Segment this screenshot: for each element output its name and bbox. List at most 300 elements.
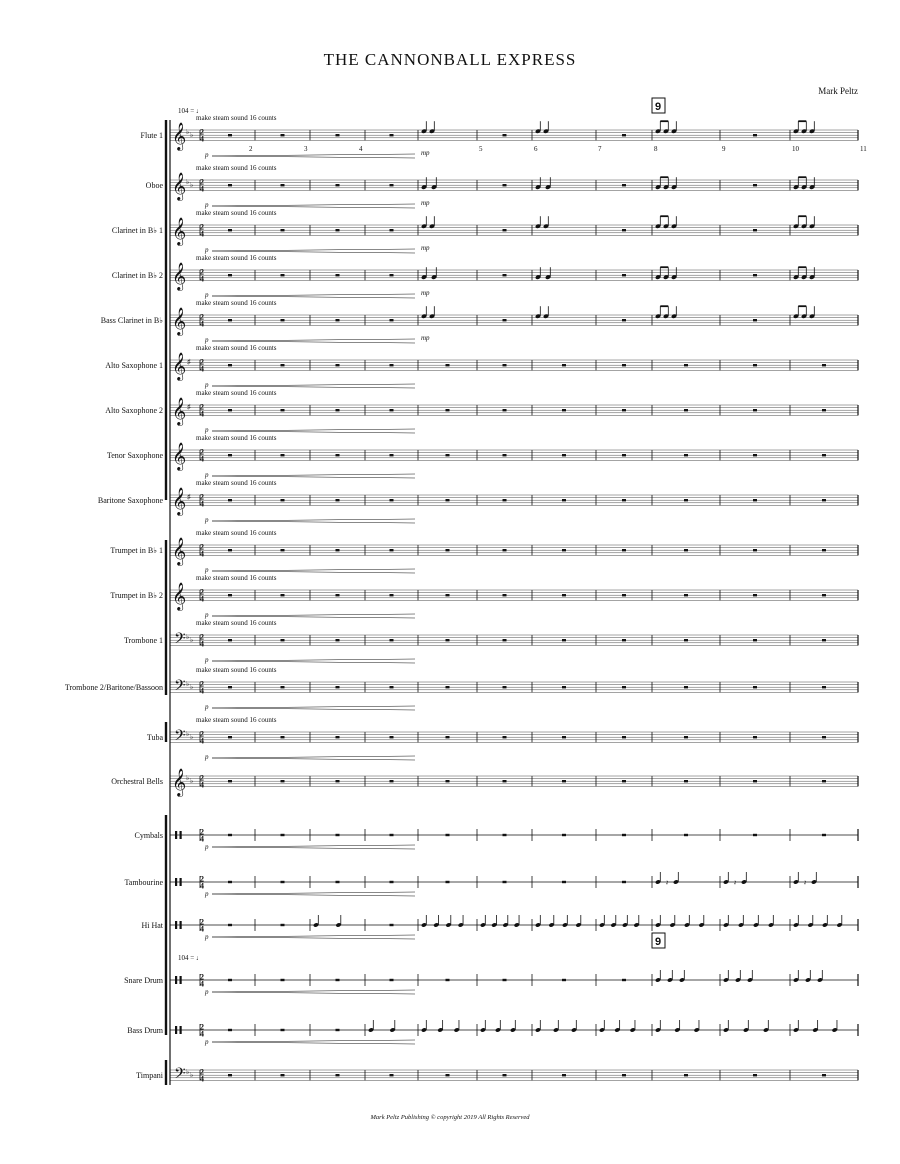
whole-rest <box>503 454 507 456</box>
percussion-clef <box>180 976 182 984</box>
whole-rest <box>753 499 757 501</box>
whole-rest <box>228 454 232 456</box>
dynamic-marking: mp <box>421 334 430 342</box>
instrument-label: Trumpet in B♭ 2 <box>110 591 163 601</box>
percussion-clef <box>175 878 177 886</box>
whole-rest <box>281 1029 285 1031</box>
hairpin <box>212 296 415 298</box>
whole-rest <box>390 229 394 231</box>
whole-rest <box>622 1074 626 1076</box>
instrument-label: Trumpet in B♭ 1 <box>110 546 163 556</box>
time-signature: 4 <box>200 549 204 559</box>
hairpin <box>212 659 415 661</box>
measure-number: 2 <box>249 145 253 153</box>
whole-rest <box>390 409 394 411</box>
time-signature: 2 <box>200 917 204 927</box>
whole-rest <box>390 736 394 738</box>
page-title: THE CANNONBALL EXPRESS <box>323 50 577 69</box>
whole-rest <box>228 549 232 551</box>
time-signature: 2 <box>200 267 204 277</box>
time-signature: 2 <box>200 1022 204 1032</box>
dynamic-marking: mp <box>421 244 430 252</box>
instrument-label: Clarinet in B♭ 2 <box>111 271 163 281</box>
measure-number: 10 <box>792 145 799 153</box>
time-signature: 2 <box>200 773 204 783</box>
treble-clef: 𝄞 <box>172 537 187 566</box>
treble-clef: 𝄞 <box>172 122 187 151</box>
measure-number: 3 <box>304 145 308 153</box>
instrument-label: Flute 1 <box>140 131 163 141</box>
whole-rest <box>336 736 340 738</box>
whole-rest <box>684 409 688 411</box>
whole-rest <box>753 834 757 836</box>
whole-rest <box>822 639 826 641</box>
time-signature: 4 <box>200 134 204 144</box>
instrument-label: Tenor Saxophone <box>106 451 163 461</box>
whole-rest <box>622 594 626 596</box>
dynamic-marking: p <box>205 151 209 159</box>
whole-rest <box>281 1074 285 1076</box>
dynamic-marking: mp <box>421 289 430 297</box>
whole-rest <box>822 454 826 456</box>
flat-sign: ♭ <box>186 680 190 689</box>
whole-rest <box>503 229 507 231</box>
whole-rest <box>390 134 394 136</box>
whole-rest <box>281 834 285 836</box>
hairpin <box>212 204 415 206</box>
whole-rest <box>684 736 688 738</box>
bass-clef: 𝄢 <box>174 677 186 699</box>
whole-rest <box>562 364 566 366</box>
instrument-label: Clarinet in B♭ 1 <box>111 226 163 236</box>
whole-rest <box>822 409 826 411</box>
whole-rest <box>562 594 566 596</box>
whole-rest <box>390 834 394 836</box>
time-signature: 2 <box>200 632 204 642</box>
percussion-clef <box>180 921 182 929</box>
time-signature: 4 <box>200 924 204 934</box>
whole-rest <box>822 1074 826 1076</box>
whole-rest <box>228 364 232 366</box>
whole-rest <box>622 639 626 641</box>
whole-rest <box>281 499 285 501</box>
whole-rest <box>228 639 232 641</box>
whole-rest <box>336 319 340 321</box>
whole-rest <box>562 736 566 738</box>
whole-rest <box>336 549 340 551</box>
dynamic-marking: p <box>205 611 209 619</box>
whole-rest <box>336 686 340 688</box>
whole-rest <box>446 549 450 551</box>
percussion-clef <box>175 976 177 984</box>
whole-rest <box>390 594 394 596</box>
whole-rest <box>336 639 340 641</box>
whole-rest <box>228 274 232 276</box>
direction-text: make steam sound 16 counts <box>196 254 277 262</box>
whole-rest <box>281 979 285 981</box>
time-signature: 4 <box>200 274 204 284</box>
time-signature: 2 <box>200 312 204 322</box>
whole-rest <box>336 274 340 276</box>
whole-rest <box>336 364 340 366</box>
time-signature: 4 <box>200 229 204 239</box>
whole-rest <box>446 364 450 366</box>
whole-rest <box>622 780 626 782</box>
whole-rest <box>684 1074 688 1076</box>
whole-rest <box>228 409 232 411</box>
dynamic-marking: p <box>205 471 209 479</box>
whole-rest <box>822 364 826 366</box>
composer-name: Mark Peltz <box>818 86 858 96</box>
hairpin <box>212 756 415 758</box>
time-signature: 2 <box>200 222 204 232</box>
dynamic-marking: p <box>205 336 209 344</box>
dynamic-marking: p <box>205 1038 209 1046</box>
copyright-footer: Mark Peltz Publishing © copyright 2019 All Rights Reserved <box>370 1114 530 1121</box>
time-signature: 4 <box>200 881 204 891</box>
whole-rest <box>390 549 394 551</box>
time-signature: 2 <box>200 357 204 367</box>
whole-rest <box>281 549 285 551</box>
whole-rest <box>622 229 626 231</box>
hairpin <box>212 339 415 341</box>
measure-number: 6 <box>534 145 538 153</box>
direction-text: make steam sound 16 counts <box>196 716 277 724</box>
whole-rest <box>822 686 826 688</box>
time-signature: 2 <box>200 874 204 884</box>
whole-rest <box>622 834 626 836</box>
treble-clef: 𝄞 <box>172 397 187 426</box>
tempo-marking: 104 = ♩ <box>178 954 203 962</box>
direction-text: make steam sound 16 counts <box>196 164 277 172</box>
time-signature: 2 <box>200 542 204 552</box>
rehearsal-mark: 9 <box>655 101 662 113</box>
whole-rest <box>281 924 285 926</box>
percussion-clef <box>180 878 182 886</box>
instrument-label: Timpani <box>136 1071 163 1081</box>
whole-rest <box>281 454 285 456</box>
whole-rest <box>753 184 757 186</box>
time-signature: 2 <box>200 177 204 187</box>
bass-clef: 𝄢 <box>174 630 186 652</box>
dynamic-marking: mp <box>421 199 430 207</box>
whole-rest <box>684 834 688 836</box>
hairpin <box>212 892 415 894</box>
percussion-clef <box>180 831 182 839</box>
whole-rest <box>503 549 507 551</box>
direction-text: make steam sound 16 counts <box>196 114 277 122</box>
whole-rest <box>684 499 688 501</box>
whole-rest <box>390 780 394 782</box>
time-signature: 4 <box>200 454 204 464</box>
hairpin <box>212 1040 415 1042</box>
time-signature: 4 <box>200 686 204 696</box>
whole-rest <box>622 499 626 501</box>
whole-rest <box>684 454 688 456</box>
whole-rest <box>390 686 394 688</box>
whole-rest <box>228 924 232 926</box>
whole-rest <box>753 639 757 641</box>
whole-rest <box>753 594 757 596</box>
whole-rest <box>446 881 450 883</box>
time-signature: 4 <box>200 184 204 194</box>
treble-clef: 𝄞 <box>172 217 187 246</box>
hairpin <box>212 845 415 847</box>
hairpin <box>212 476 415 478</box>
whole-rest <box>503 686 507 688</box>
time-signature: 2 <box>200 587 204 597</box>
whole-rest <box>390 364 394 366</box>
whole-rest <box>336 834 340 836</box>
whole-rest <box>622 454 626 456</box>
whole-rest <box>281 639 285 641</box>
whole-rest <box>336 1074 340 1076</box>
whole-rest <box>622 881 626 883</box>
hairpin <box>212 429 415 431</box>
whole-rest <box>390 924 394 926</box>
whole-rest <box>753 736 757 738</box>
whole-rest <box>562 834 566 836</box>
whole-rest <box>336 184 340 186</box>
dynamic-marking: p <box>205 381 209 389</box>
instrument-label: Orchestral Bells <box>111 777 163 787</box>
whole-rest <box>503 594 507 596</box>
time-signature: 4 <box>200 409 204 419</box>
whole-rest <box>228 881 232 883</box>
flat-sign: ♭ <box>186 1068 190 1077</box>
hairpin <box>212 1042 415 1044</box>
whole-rest <box>336 134 340 136</box>
whole-rest <box>503 834 507 836</box>
whole-rest <box>753 319 757 321</box>
sharp-sign: ♯ <box>187 493 191 502</box>
whole-rest <box>622 364 626 366</box>
whole-rest <box>562 881 566 883</box>
measure-number: 11 <box>860 145 867 153</box>
whole-rest <box>228 594 232 596</box>
treble-clef: 𝄞 <box>172 487 187 516</box>
dynamic-marking: p <box>205 201 209 209</box>
treble-clef: 𝄞 <box>172 582 187 611</box>
instrument-label: Hi Hat <box>141 921 163 930</box>
time-signature: 4 <box>200 1074 204 1084</box>
hairpin <box>212 384 415 386</box>
whole-rest <box>753 549 757 551</box>
hairpin <box>212 249 415 251</box>
dynamic-marking: p <box>205 890 209 898</box>
time-signature: 4 <box>200 780 204 790</box>
direction-text: make steam sound 16 counts <box>196 666 277 674</box>
whole-rest <box>822 499 826 501</box>
instrument-label: Alto Saxophone 2 <box>105 406 163 416</box>
treble-clef: 𝄞 <box>172 307 187 336</box>
whole-rest <box>390 499 394 501</box>
hairpin <box>212 341 415 343</box>
measure-number: 5 <box>479 145 483 153</box>
whole-rest <box>503 319 507 321</box>
whole-rest <box>822 834 826 836</box>
whole-rest <box>562 639 566 641</box>
whole-rest <box>753 364 757 366</box>
hairpin <box>212 519 415 521</box>
hairpin <box>212 614 415 616</box>
instrument-label: Tuba <box>146 733 163 743</box>
time-signature: 2 <box>200 447 204 457</box>
hairpin <box>212 992 415 994</box>
whole-rest <box>390 639 394 641</box>
percussion-clef <box>175 921 177 929</box>
treble-clef: 𝄞 <box>172 442 187 471</box>
tempo-marking: 104 = ♩ <box>178 107 203 115</box>
hairpin <box>212 708 415 710</box>
whole-rest <box>503 364 507 366</box>
whole-rest <box>281 780 285 782</box>
hairpin <box>212 251 415 253</box>
hairpin <box>212 661 415 663</box>
dynamic-marking: p <box>205 656 209 664</box>
whole-rest <box>281 881 285 883</box>
flat-sign: ♭ <box>190 1071 194 1080</box>
flat-sign: ♭ <box>190 131 194 140</box>
direction-text: make steam sound 16 counts <box>196 389 277 397</box>
flat-sign: ♭ <box>190 733 194 742</box>
whole-rest <box>281 594 285 596</box>
flat-sign: ♭ <box>190 181 194 190</box>
whole-rest <box>228 184 232 186</box>
treble-clef: 𝄞 <box>172 352 187 381</box>
whole-rest <box>684 686 688 688</box>
whole-rest <box>753 274 757 276</box>
whole-rest <box>228 979 232 981</box>
hairpin <box>212 571 415 573</box>
hairpin <box>212 847 415 849</box>
whole-rest <box>503 639 507 641</box>
flat-sign: ♭ <box>186 633 190 642</box>
whole-rest <box>228 319 232 321</box>
instrument-label: Alto Saxophone 1 <box>105 361 163 371</box>
quarter-rest: 𝄽 <box>734 879 737 887</box>
whole-rest <box>503 979 507 981</box>
dynamic-marking: p <box>205 933 209 941</box>
whole-rest <box>336 454 340 456</box>
instrument-label: Bass Drum <box>127 1026 163 1035</box>
flat-sign: ♭ <box>190 636 194 645</box>
whole-rest <box>503 780 507 782</box>
whole-rest <box>753 229 757 231</box>
whole-rest <box>446 834 450 836</box>
whole-rest <box>336 881 340 883</box>
whole-rest <box>336 499 340 501</box>
hairpin <box>212 431 415 433</box>
whole-rest <box>446 736 450 738</box>
whole-rest <box>336 229 340 231</box>
percussion-clef <box>175 1026 177 1034</box>
whole-rest <box>446 979 450 981</box>
whole-rest <box>390 881 394 883</box>
time-signature: 4 <box>200 319 204 329</box>
hairpin <box>212 894 415 896</box>
whole-rest <box>281 319 285 321</box>
whole-rest <box>446 1074 450 1076</box>
bass-clef: 𝄢 <box>174 727 186 749</box>
direction-text: make steam sound 16 counts <box>196 574 277 582</box>
whole-rest <box>336 780 340 782</box>
hairpin <box>212 706 415 708</box>
whole-rest <box>822 780 826 782</box>
direction-text: make steam sound 16 counts <box>196 299 277 307</box>
whole-rest <box>684 594 688 596</box>
whole-rest <box>390 319 394 321</box>
whole-rest <box>622 409 626 411</box>
dynamic-marking: p <box>205 988 209 996</box>
whole-rest <box>753 686 757 688</box>
flat-sign: ♭ <box>186 774 190 783</box>
percussion-clef <box>175 831 177 839</box>
whole-rest <box>822 736 826 738</box>
whole-rest <box>503 499 507 501</box>
whole-rest <box>622 549 626 551</box>
time-signature: 4 <box>200 639 204 649</box>
rehearsal-mark: 9 <box>655 936 662 948</box>
time-signature: 4 <box>200 364 204 374</box>
whole-rest <box>622 686 626 688</box>
whole-rest <box>336 594 340 596</box>
time-signature: 2 <box>200 492 204 502</box>
hairpin <box>212 386 415 388</box>
whole-rest <box>446 686 450 688</box>
whole-rest <box>822 549 826 551</box>
whole-rest <box>503 409 507 411</box>
dynamic-marking: p <box>205 246 209 254</box>
whole-rest <box>562 686 566 688</box>
whole-rest <box>390 274 394 276</box>
whole-rest <box>336 979 340 981</box>
flat-sign: ♭ <box>186 730 190 739</box>
sharp-sign: ♯ <box>187 358 191 367</box>
hairpin <box>212 937 415 939</box>
dynamic-marking: p <box>205 291 209 299</box>
whole-rest <box>753 454 757 456</box>
bass-clef: 𝄢 <box>174 1065 186 1087</box>
hairpin <box>212 474 415 476</box>
direction-text: make steam sound 16 counts <box>196 619 277 627</box>
whole-rest <box>281 736 285 738</box>
instrument-label: Snare Drum <box>124 976 163 985</box>
whole-rest <box>446 639 450 641</box>
hairpin <box>212 935 415 937</box>
direction-text: make steam sound 16 counts <box>196 479 277 487</box>
time-signature: 2 <box>200 729 204 739</box>
direction-text: make steam sound 16 counts <box>196 434 277 442</box>
whole-rest <box>622 979 626 981</box>
whole-rest <box>503 881 507 883</box>
whole-rest <box>622 319 626 321</box>
whole-rest <box>622 184 626 186</box>
hairpin <box>212 154 415 156</box>
whole-rest <box>684 364 688 366</box>
treble-clef: 𝄞 <box>172 768 187 797</box>
whole-rest <box>684 549 688 551</box>
whole-rest <box>390 184 394 186</box>
hairpin <box>212 758 415 760</box>
instrument-label: Bass Clarinet in B♭ <box>100 316 163 326</box>
whole-rest <box>753 1074 757 1076</box>
whole-rest <box>622 274 626 276</box>
time-signature: 2 <box>200 679 204 689</box>
flat-sign: ♭ <box>186 128 190 137</box>
whole-rest <box>336 1029 340 1031</box>
whole-rest <box>562 549 566 551</box>
